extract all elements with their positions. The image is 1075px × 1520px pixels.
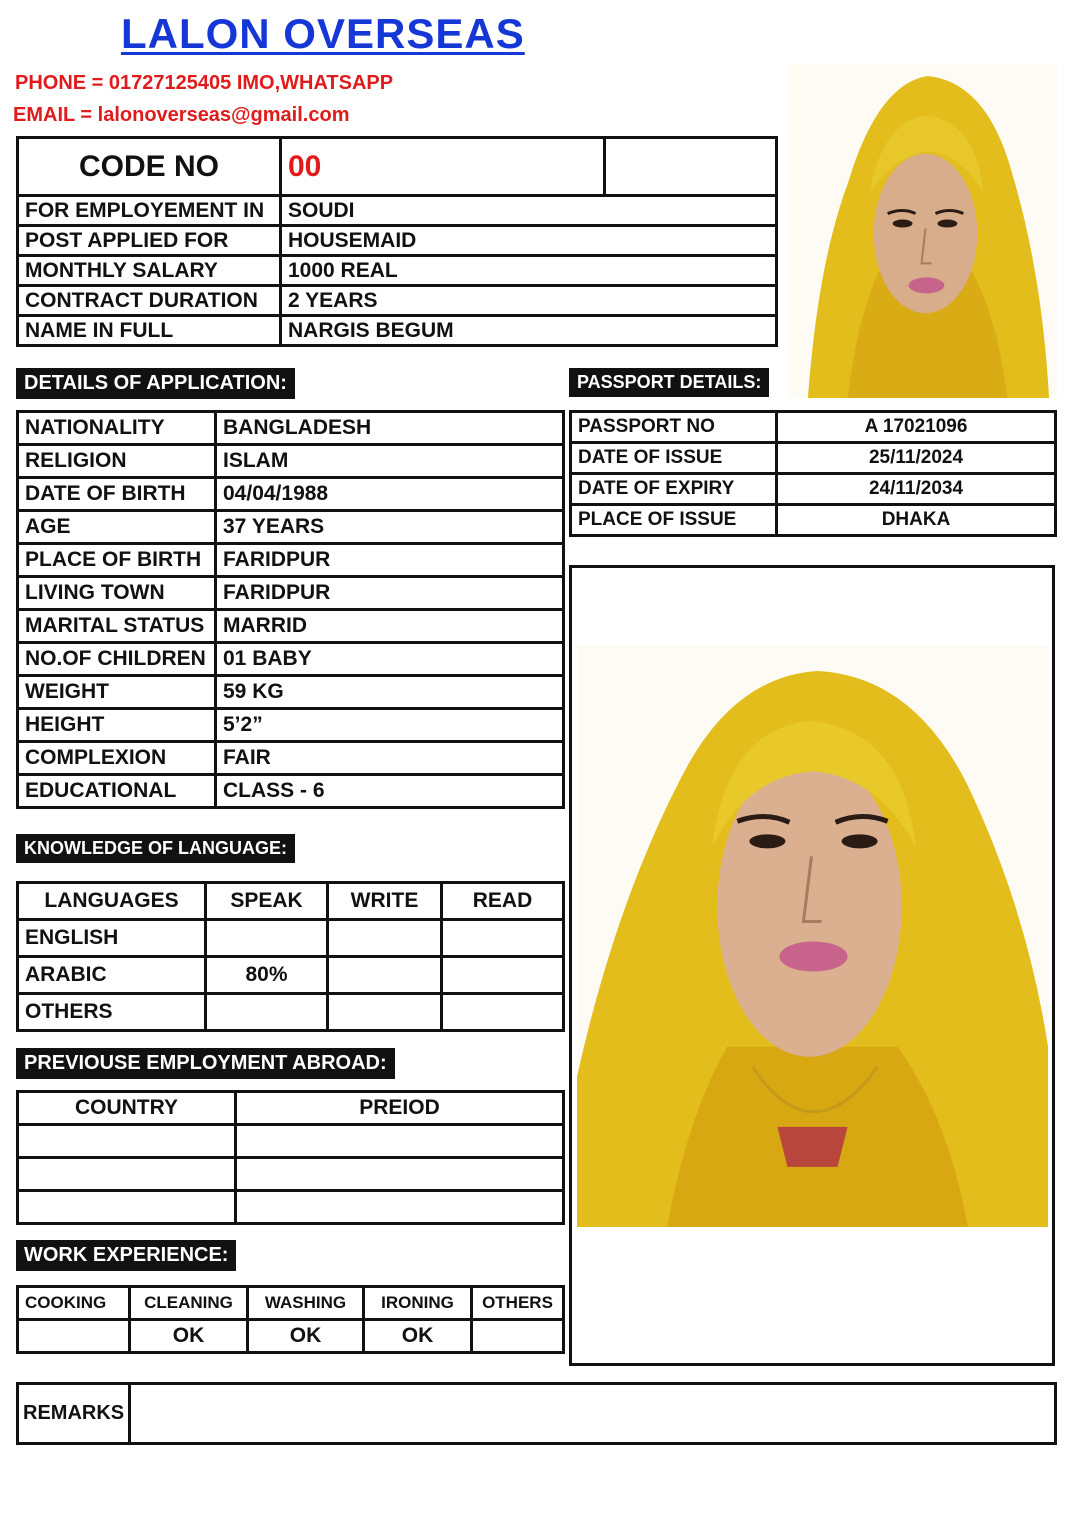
col-header-period: PREIOD	[236, 1092, 564, 1125]
detail-label: HEIGHT	[18, 709, 216, 742]
col-header-country: COUNTRY	[18, 1092, 236, 1125]
language-write	[328, 957, 442, 994]
col-header-cleaning: CLEANING	[130, 1287, 248, 1320]
row-label: MONTHLY SALARY	[18, 256, 281, 286]
detail-label: WEIGHT	[18, 676, 216, 709]
passport-label: DATE OF EXPIRY	[571, 474, 777, 505]
passport-label: PASSPORT NO	[571, 412, 777, 443]
others-value	[472, 1320, 564, 1353]
work-experience-heading: WORK EXPERIENCE:	[16, 1240, 236, 1271]
period-cell	[236, 1125, 564, 1158]
col-header-washing: WASHING	[248, 1287, 364, 1320]
detail-value: MARRID	[216, 610, 564, 643]
passport-table	[569, 410, 1057, 537]
row-label: FOR EMPLOYEMENT IN	[18, 196, 281, 226]
detail-label: DATE OF BIRTH	[18, 478, 216, 511]
language-table	[16, 881, 565, 1032]
company-title: LALON OVERSEAS	[121, 10, 525, 57]
detail-label: NATIONALITY	[18, 412, 216, 445]
phone-line: PHONE = 01727125405 IMO,WHATSAPP	[15, 72, 394, 94]
detail-value: FAIR	[216, 742, 564, 775]
language-name: ARABIC	[18, 957, 206, 994]
employment-summary-table	[16, 136, 778, 347]
col-header-languages: LANGUAGES	[18, 883, 206, 920]
previous-employment-heading: PREVIOUSE EMPLOYMENT ABROAD:	[16, 1048, 395, 1079]
language-speak	[206, 994, 328, 1031]
remarks-table	[16, 1382, 1057, 1445]
passport-value: 24/11/2034	[777, 474, 1056, 505]
passport-value: 25/11/2024	[777, 443, 1056, 474]
detail-value: 01 BABY	[216, 643, 564, 676]
detail-value: FARIDPUR	[216, 577, 564, 610]
col-header-read: READ	[442, 883, 564, 920]
detail-value: 59 KG	[216, 676, 564, 709]
email-line: EMAIL = lalonoverseas@gmail.com	[13, 104, 350, 126]
portrait-illustration-large	[577, 646, 1048, 1227]
portrait-photo-large	[577, 646, 1048, 1227]
cleaning-value: OK	[130, 1320, 248, 1353]
country-cell	[18, 1191, 236, 1224]
passport-heading: PASSPORT DETAILS:	[569, 368, 769, 397]
row-value: NARGIS BEGUM	[281, 316, 777, 346]
detail-label: AGE	[18, 511, 216, 544]
language-write	[328, 994, 442, 1031]
language-read	[442, 994, 564, 1031]
row-label: NAME IN FULL	[18, 316, 281, 346]
col-header-ironing: IRONING	[364, 1287, 472, 1320]
detail-value: 5’2”	[216, 709, 564, 742]
language-write	[328, 920, 442, 957]
col-header-speak: SPEAK	[206, 883, 328, 920]
col-header-write: WRITE	[328, 883, 442, 920]
previous-employment-table	[16, 1090, 565, 1225]
portrait-photo-small	[788, 64, 1057, 398]
detail-value: 04/04/1988	[216, 478, 564, 511]
detail-value: CLASS - 6	[216, 775, 564, 808]
language-speak: 80%	[206, 957, 328, 994]
country-cell	[18, 1125, 236, 1158]
code-no-label: CODE NO	[18, 138, 281, 196]
row-label: POST APPLIED FOR	[18, 226, 281, 256]
language-name: OTHERS	[18, 994, 206, 1031]
remarks-value	[130, 1384, 1056, 1444]
row-value: 2 YEARS	[281, 286, 777, 316]
code-no-value: 00	[281, 138, 605, 196]
detail-value: BANGLADESH	[216, 412, 564, 445]
code-no-extra-cell	[605, 138, 777, 196]
language-speak	[206, 920, 328, 957]
detail-label: MARITAL STATUS	[18, 610, 216, 643]
passport-value: A 17021096	[777, 412, 1056, 443]
passport-label: PLACE OF ISSUE	[571, 505, 777, 536]
detail-label: LIVING TOWN	[18, 577, 216, 610]
details-heading: DETAILS OF APPLICATION:	[16, 368, 295, 399]
period-cell	[236, 1191, 564, 1224]
ironing-value: OK	[364, 1320, 472, 1353]
language-heading: KNOWLEDGE OF LANGUAGE:	[16, 834, 295, 863]
details-table	[16, 410, 565, 809]
detail-label: EDUCATIONAL	[18, 775, 216, 808]
country-cell	[18, 1158, 236, 1191]
work-experience-table	[16, 1285, 565, 1354]
period-cell	[236, 1158, 564, 1191]
passport-label: DATE OF ISSUE	[571, 443, 777, 474]
row-value: HOUSEMAID	[281, 226, 777, 256]
row-value: SOUDI	[281, 196, 777, 226]
row-label: CONTRACT DURATION	[18, 286, 281, 316]
detail-label: COMPLEXION	[18, 742, 216, 775]
detail-value: ISLAM	[216, 445, 564, 478]
detail-value: 37 YEARS	[216, 511, 564, 544]
washing-value: OK	[248, 1320, 364, 1353]
portrait-illustration	[788, 64, 1057, 398]
language-name: ENGLISH	[18, 920, 206, 957]
cooking-value	[18, 1320, 130, 1353]
col-header-others: OTHERS	[472, 1287, 564, 1320]
language-read	[442, 920, 564, 957]
detail-label: PLACE OF BIRTH	[18, 544, 216, 577]
detail-label: RELIGION	[18, 445, 216, 478]
row-value: 1000 REAL	[281, 256, 777, 286]
detail-label: NO.OF CHILDREN	[18, 643, 216, 676]
col-header-cooking: COOKING	[18, 1287, 130, 1320]
remarks-label: REMARKS	[18, 1384, 130, 1444]
language-read	[442, 957, 564, 994]
detail-value: FARIDPUR	[216, 544, 564, 577]
passport-value: DHAKA	[777, 505, 1056, 536]
